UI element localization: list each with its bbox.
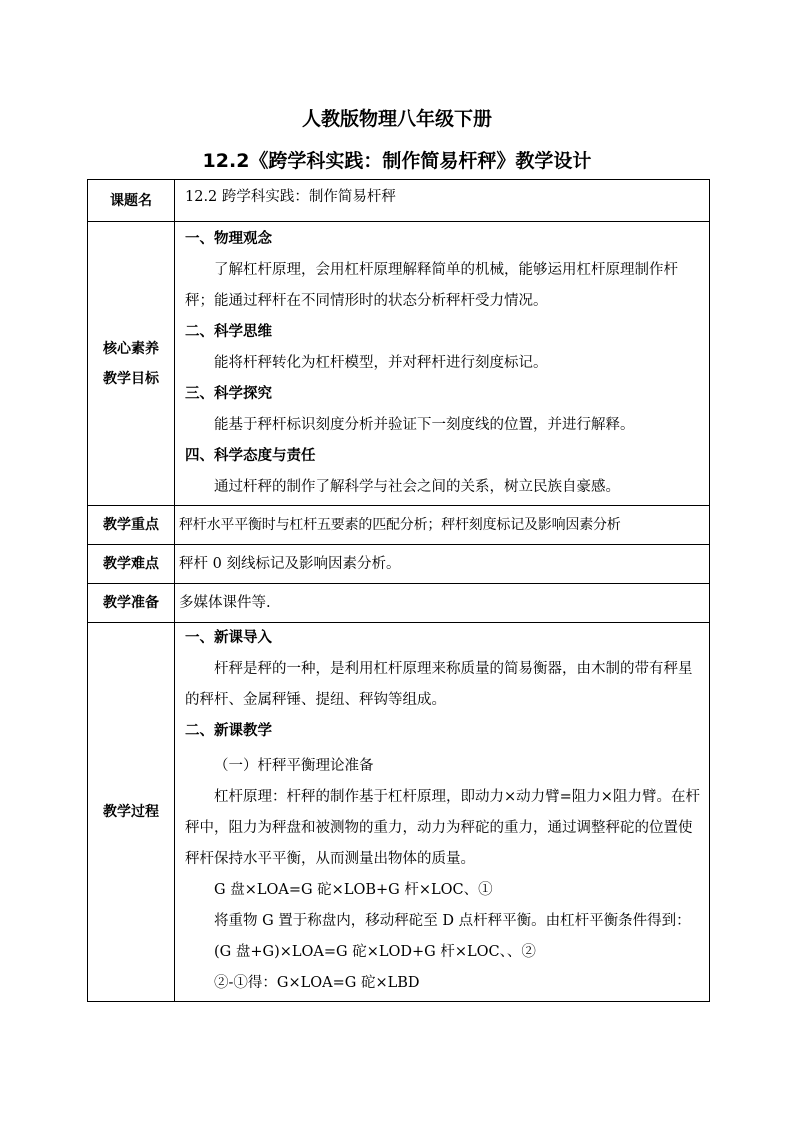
objective-text-2: 能将杆秤转化为杠杆模型，并对秤杆进行刻度标记。 [214, 355, 548, 371]
label-preparation: 教学准备 [88, 584, 175, 623]
process-equation-1: G 盘×LOA=G 砣×LOB+G 杆×LOC、① [214, 882, 493, 898]
document-title: 人教版物理八年级下册 [301, 108, 492, 130]
objectives-content [175, 222, 710, 506]
process-heading-2: 二、新课教学 [185, 723, 272, 739]
process-content [175, 623, 710, 1002]
label-objectives [88, 222, 175, 506]
label-difficulties: 教学难点 [88, 545, 175, 584]
objective-text-3: 能基于秤杆标识刻度分析并验证下一刻度线的位置，并进行解释。 [214, 417, 635, 433]
objective-heading-1: 一、物理观念 [185, 231, 272, 247]
table-row-preparation [88, 584, 710, 623]
objective-heading-3: 三、科学探究 [185, 386, 272, 402]
label-objectives-line2: 教学目标 [103, 370, 159, 387]
process-text-3: 将重物 G 置于称盘内，移动秤砣至 D 点杆秤平衡。由杠杆平衡条件得到： [214, 913, 691, 929]
table-row-difficulties [88, 545, 710, 584]
objective-heading-2: 二、科学思维 [185, 324, 272, 340]
table-row-key-points [88, 506, 710, 545]
value-key-points: 秤杆水平平衡时与杠杆五要素的匹配分析；秤杆刻度标记及影响因素分析 [175, 506, 710, 545]
objective-text-4: 通过杆秤的制作了解科学与社会之间的关系，树立民族自豪感。 [214, 479, 620, 495]
label-process: 教学过程 [88, 623, 175, 1002]
value-difficulties: 秤杆 0 刻线标记及影响因素分析。 [175, 545, 710, 584]
process-text-2: 杠杆原理：杆秤的制作基于杠杆原理，即动力×动力臂=阻力×阻力臂。在杆秤中，阻力为秤盘和被测物的重力，动力为秤砣的重力，通过调整秤砣的位置使秤杆保持水平平衡，从而测量出物体的质量。 [185, 789, 700, 867]
document-subtitle: 12.2《跨学科实践：制作简易杆秤》教学设计 [202, 150, 592, 172]
process-text-1: 杆秤是秤的一种，是利用杠杆原理来称质量的简易衡器，由木制的带有秤星的秤杆、金属秤锤、提纽、秤钩等组成。 [185, 661, 693, 708]
process-equation-3: ②-①得：G×LOA=G 砣×LBD [214, 975, 420, 991]
lesson-plan-table [87, 179, 710, 1002]
objective-heading-4: 四、科学态度与责任 [185, 448, 316, 464]
process-subheading-1: （一）杆秤平衡理论准备 [214, 758, 374, 774]
label-topic: 课题名 [88, 180, 175, 222]
value-topic: 12.2 跨学科实践：制作简易杆秤 [175, 180, 710, 222]
table-row-process [88, 623, 710, 1002]
label-objectives-line1: 核心素养 [103, 340, 159, 357]
table-row-topic [88, 180, 710, 222]
process-heading-1: 一、新课导入 [185, 630, 272, 646]
table-row-objectives [88, 222, 710, 506]
value-preparation: 多媒体课件等. [175, 584, 710, 623]
label-key-points: 教学重点 [88, 506, 175, 545]
objective-text-1: 了解杠杆原理，会用杠杆原理解释简单的机械，能够运用杠杆原理制作杆秤；能通过秤杆在不同情形时的状态分析秤杆受力情况。 [185, 262, 678, 309]
process-equation-2: (G 盘+G)×LOA=G 砣×LOD+G 杆×LOC、、② [214, 944, 536, 960]
